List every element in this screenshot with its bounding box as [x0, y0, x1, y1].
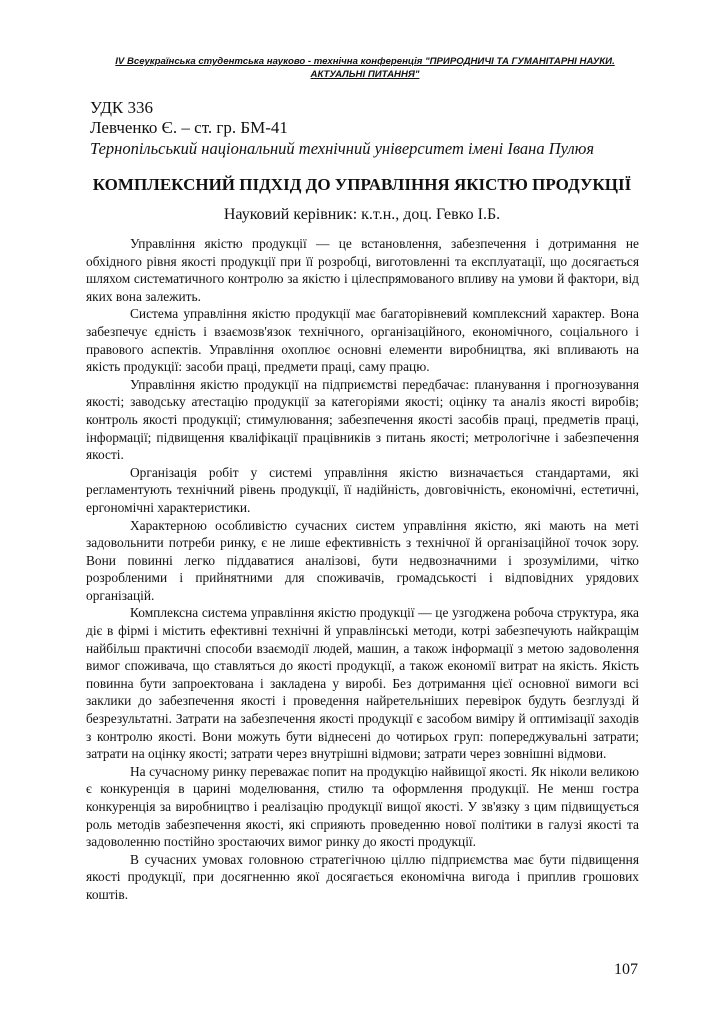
paragraph: Управління якістю продукції — це встановлення, забезпечення і дотримання не обхідного рівня якості продукції при її розробці, виготовленні та експлуатації, що досягається шляхом систематичного контролю за якістю і цілеспрямованого впливу на умови й фактори, від яких вона залежить. [86, 236, 639, 304]
conference-header-line-1: IV Всеукраїнська студентська науково - технічна конференція "ПРИРОДНИЧІ ТА ГУМАНІТАРНІ НАУКИ. [115, 56, 615, 67]
scientific-supervisor: Науковий керівник: к.т.н., доц. Гевко І.Б. [223, 206, 501, 223]
paper-title: КОМПЛЕКСНИЙ ПІДХІД ДО УПРАВЛІННЯ ЯКІСТЮ ПРОДУКЦІЇ [92, 175, 632, 194]
paragraph: На сучасному ринку переважає попит на продукцію найвищої якості. Як ніколи великою є конкуренція в царині моделювання, стилю та оформлення продукції. Не менш гостра конкуренція за виробництво і реалізацію продукції вищої якості. У зв'язку з цим підвищується роль методів забезпечення якості, які сприяють проведенню нової політики в галузі якості та задоволенню постійно зростаючих вимог ринку до якості продукції. [86, 763, 639, 850]
paragraph: Комплексна система управління якістю продукції — це узгоджена робоча структура, яка діє в фірмі і містить ефективні технічні й управлінські методи, котрі забезпечують найкращім найбільш практичні способи взаємодії людей, машин, а також інформації з метою задоволення вимог споживача, що ставляться до якості продукції, а також економії витрат на якість. Якість повинна бути запроектована і закладена у виробі. Без дотримання цієї основної вимоги всі заклики до забезпечення якості і проведення найретельніших перевірок будуть безглузді й безрезультатні. Затрати на забезпечення якості продукції є засобом виміру й оптимізації заходів з контролю якості. Вони можуть бути віднесені до чотирьох груп: попереджувальні затрати; затрати на оцінку якості; затрати через внутрішні відмови; затрати через зовнішні відмови. [86, 605, 639, 762]
university-name: Тернопільський національний технічний університет імені Івана Пулюя [90, 139, 595, 158]
paragraph: Управління якістю продукції на підприємстві передбачає: планування і прогнозування якості; заводську атестацію продукції за категоріями якості; оцінку та аналіз якості виробів; контроль якості продукції; стимулювання; забезпечення якості засобів праці, предметів праці, інформації; підвищення кваліфікації працівників з питань якості; метрологічне і забезпечення якості. [86, 376, 639, 463]
page-number: 107 [614, 961, 638, 978]
udk-code: УДК 336 [90, 98, 154, 117]
conference-header-line-2: АКТУАЛЬНІ ПИТАННЯ" [310, 69, 420, 80]
paragraph: Система управління якістю продукції має багаторівневий комплексний характер. Вона забезпечує єдність і взаємозв'язок технічного, організаційного, економічного, соціального і правового аспектів. Управління охоплює основні елементи виробництва, які впливають на якість продукції: засоби праці, предмети праці, саму працю. [86, 306, 639, 375]
paragraph: В сучасних умовах головною стратегічною ціллю підприємства має бути підвищення якості продукції, при досягненню якої досягається економічна вигода і приплив грошових коштів. [86, 851, 639, 902]
article-body [86, 235, 639, 904]
paragraph: Організація робіт у системі управління якістю визначається стандартами, які регламентують технічний рівень продукції, її надійність, довговічність, економічні, естетичні, ергономічні характеристики. [86, 464, 639, 515]
conference-header [90, 55, 640, 81]
paragraph: Характерною особливістю сучасних систем управління якістю, які мають на меті задовольнити потреби ринку, є не лише ефективність з технічної й організаційної точок зору. Вони повинні легко піддаватися аналізові, бути недвозначними і зрозумілими, чітко розробленими і прийнятними для споживачів, громадськості і відповідних урядових організацій. [86, 517, 639, 603]
author-line: Левченко Є. – ст. гр. БМ-41 [90, 118, 288, 137]
